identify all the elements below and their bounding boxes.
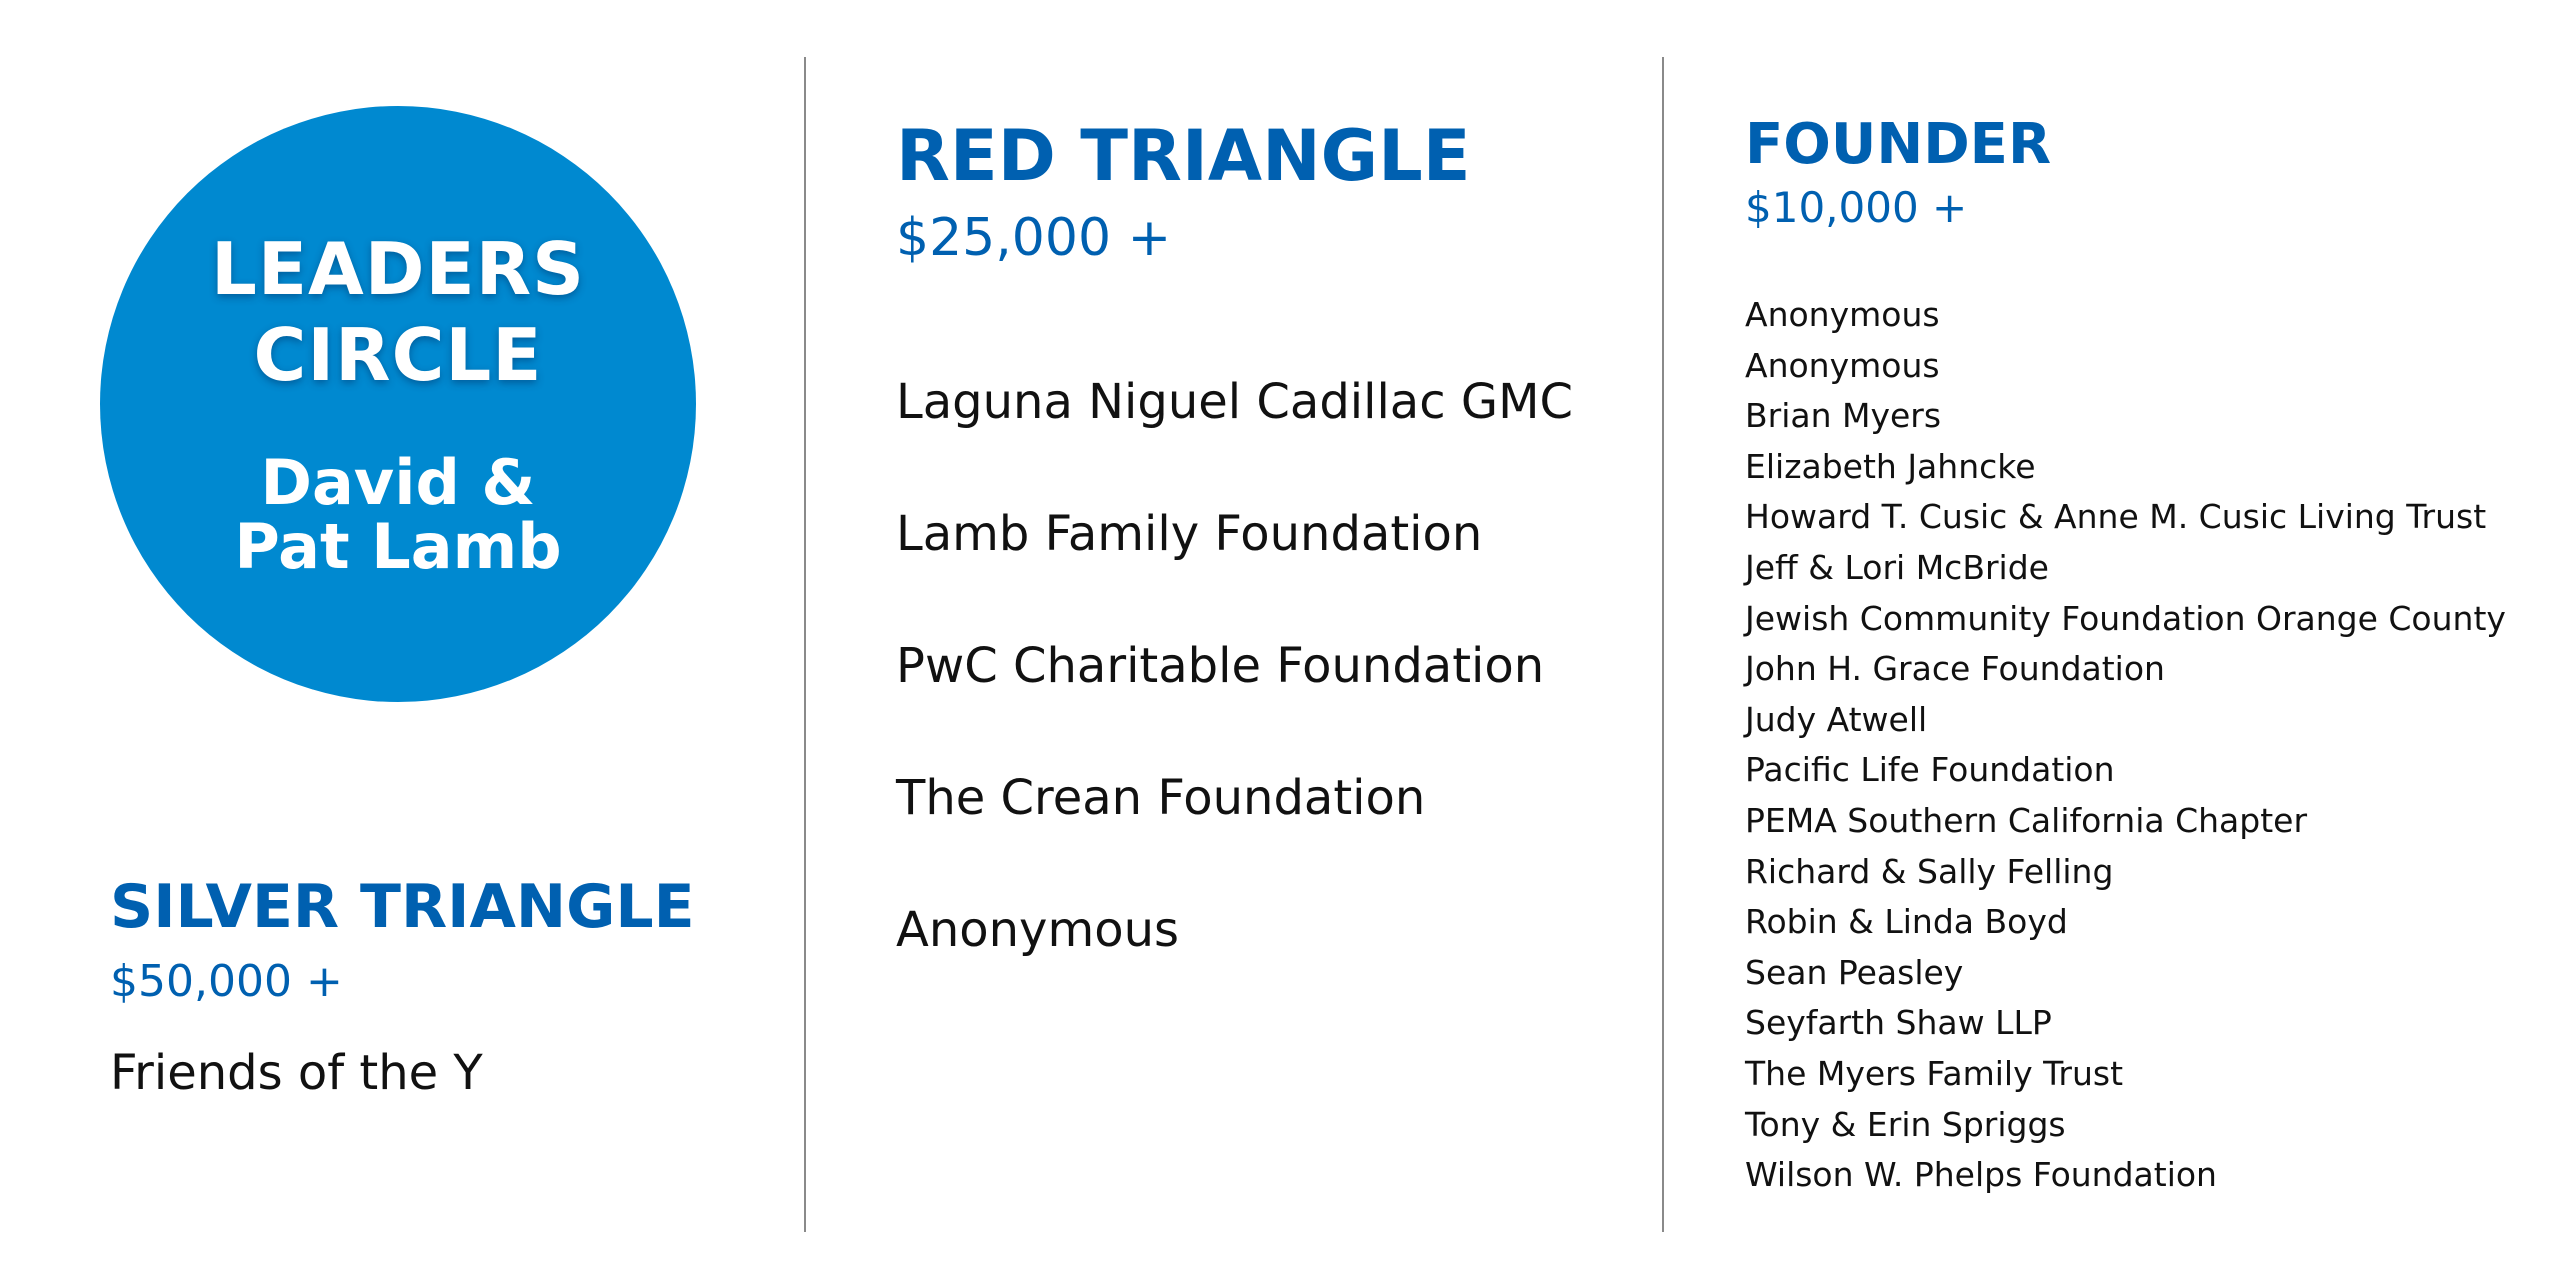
donor-list-item: The Myers Family Trust xyxy=(1745,1053,2124,1093)
donor-list-item: Tony & Erin Spriggs xyxy=(1745,1104,2066,1144)
leaders-circle-donor xyxy=(100,446,696,583)
silver-triangle-donor: Friends of the Y xyxy=(110,1045,483,1101)
leaders-circle-badge xyxy=(100,106,696,702)
donor-list-item: Pacific Life Foundation xyxy=(1745,750,2115,790)
donor-list-item: Judy Atwell xyxy=(1745,699,1928,739)
donor-list-item: Brian Myers xyxy=(1745,396,1942,436)
donor-list-item: Seyfarth Shaw LLP xyxy=(1745,1003,2052,1043)
donor-list-item: The Crean Foundation xyxy=(896,770,1426,826)
donor-list-item: Laguna Niguel Cadillac GMC xyxy=(896,374,1573,430)
donor-list-item: Anonymous xyxy=(1745,295,1940,334)
donor-list-item: Jeff & Lori McBride xyxy=(1745,547,2049,587)
donor-list-item: Robin & Linda Boyd xyxy=(1745,902,2068,942)
leaders-circle-title xyxy=(100,226,696,398)
donor-list-item: Jewish Community Foundation Orange County xyxy=(1745,598,2506,638)
leaders-circle-title-line: CIRCLE xyxy=(253,313,543,397)
donor-list-item: PwC Charitable Foundation xyxy=(896,638,1545,694)
leaders-circle-donor-line: Pat Lamb xyxy=(234,510,562,583)
silver-triangle-amount: $50,000 + xyxy=(110,956,343,1007)
leaders-circle-title-line: LEADERS xyxy=(210,227,586,311)
column-divider-right xyxy=(1662,57,1664,1232)
red-triangle-title: RED TRIANGLE xyxy=(896,115,1471,197)
donor-list-item: Wilson W. Phelps Foundation xyxy=(1745,1155,2217,1195)
donor-list-item: Anonymous xyxy=(896,902,1180,958)
donor-list-item: Lamb Family Foundation xyxy=(896,506,1483,562)
donor-list-item: PEMA Southern California Chapter xyxy=(1745,800,2308,840)
founder-title: FOUNDER xyxy=(1745,112,2052,177)
donor-list-item: Sean Peasley xyxy=(1745,952,1964,992)
donor-list-item: Richard & Sally Felling xyxy=(1745,851,2114,891)
founder-amount: $10,000 + xyxy=(1745,183,1968,232)
red-triangle-amount: $25,000 + xyxy=(896,208,1172,268)
donor-list-item: Howard T. Cusic & Anne M. Cusic Living Trust xyxy=(1745,497,2487,537)
donor-list-item: Anonymous xyxy=(1745,345,1940,385)
founder-donor-list xyxy=(1745,290,2506,1201)
leaders-circle-donor-line: David & xyxy=(260,446,536,519)
silver-triangle-title: SILVER TRIANGLE xyxy=(110,872,695,942)
column-divider-left xyxy=(804,57,806,1232)
donor-list-item: John H. Grace Foundation xyxy=(1745,649,2165,689)
donor-list-item: Elizabeth Jahncke xyxy=(1745,446,2036,486)
red-triangle-donor-list xyxy=(896,370,1573,1030)
